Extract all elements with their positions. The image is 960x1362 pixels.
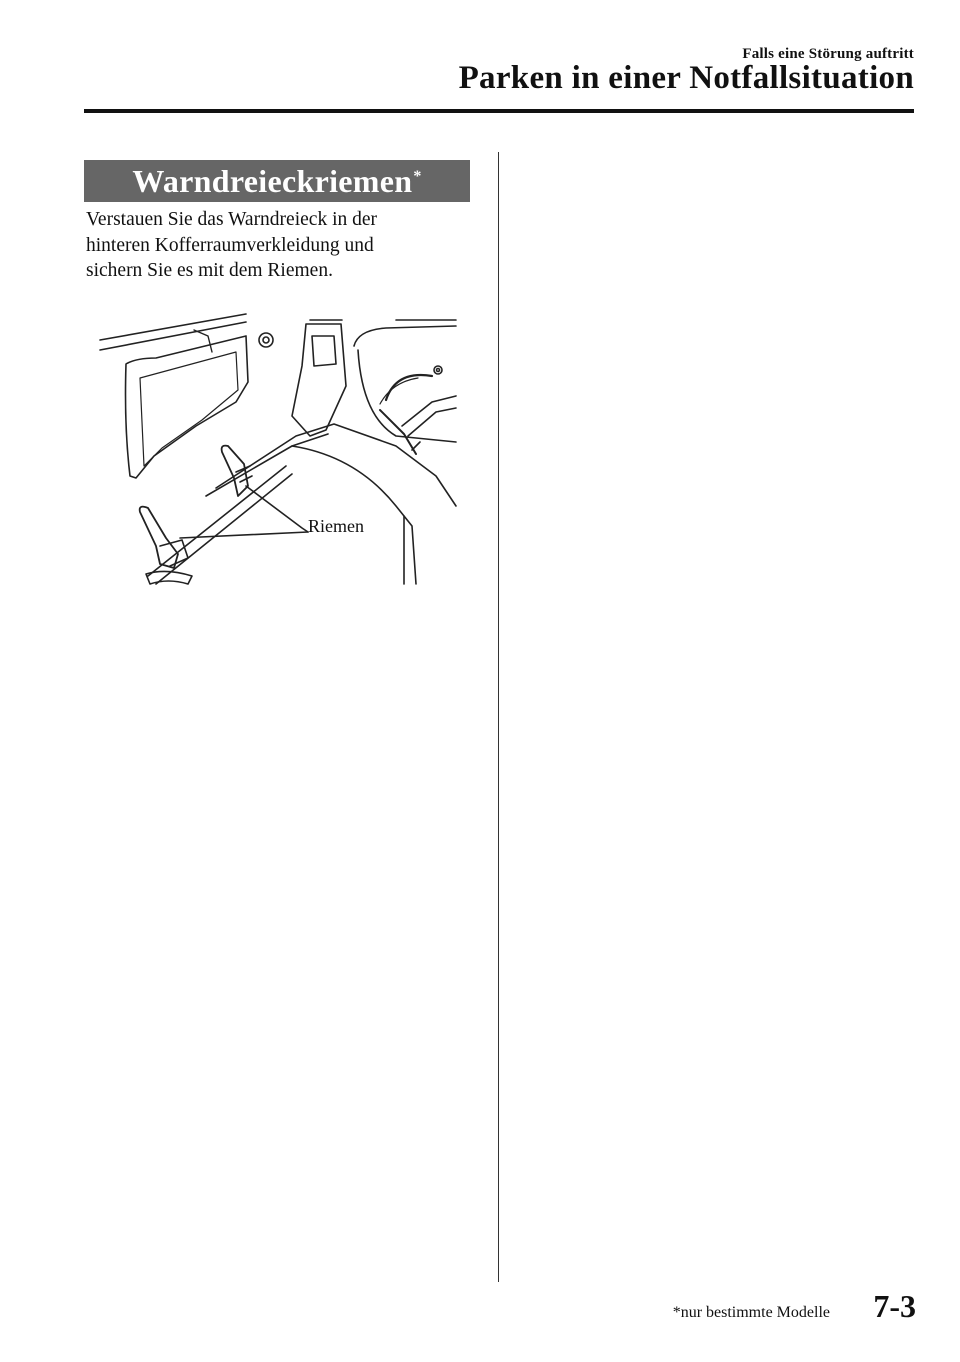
column-divider — [498, 152, 499, 1282]
page-title: Parken in einer Notfallsituation — [458, 60, 914, 96]
floor-front — [292, 446, 416, 584]
wheel-well — [354, 326, 456, 346]
section-banner — [84, 160, 470, 202]
body-line: sichern Sie es mit dem Riemen. — [86, 260, 333, 281]
model-marker: * — [413, 168, 422, 185]
triangle-strap — [386, 375, 432, 400]
body-text — [86, 207, 476, 284]
section-title: Warndreieckriemen — [132, 162, 413, 199]
footnote: *nur bestimmte Modelle — [672, 1304, 830, 1321]
lower-buckle — [140, 507, 178, 568]
chapter-label: Falls eine Störung auftritt — [742, 46, 914, 62]
callout-leader — [246, 486, 308, 532]
upper-buckle — [222, 446, 248, 496]
trunk-strap-illustration — [96, 306, 466, 596]
strap-belt — [148, 466, 286, 576]
callout-label: Riemen — [308, 516, 364, 536]
page-number: 7-3 — [873, 1288, 916, 1324]
body-line: Verstauen Sie das Warndreieck in der — [86, 209, 378, 230]
anchor-point — [434, 366, 442, 374]
pillar-slot — [312, 336, 336, 366]
bolt-icon — [259, 333, 273, 347]
pillar — [292, 324, 346, 436]
header-rule — [84, 109, 914, 113]
body-line: hinteren Kofferraumverkleidung und — [86, 234, 374, 256]
